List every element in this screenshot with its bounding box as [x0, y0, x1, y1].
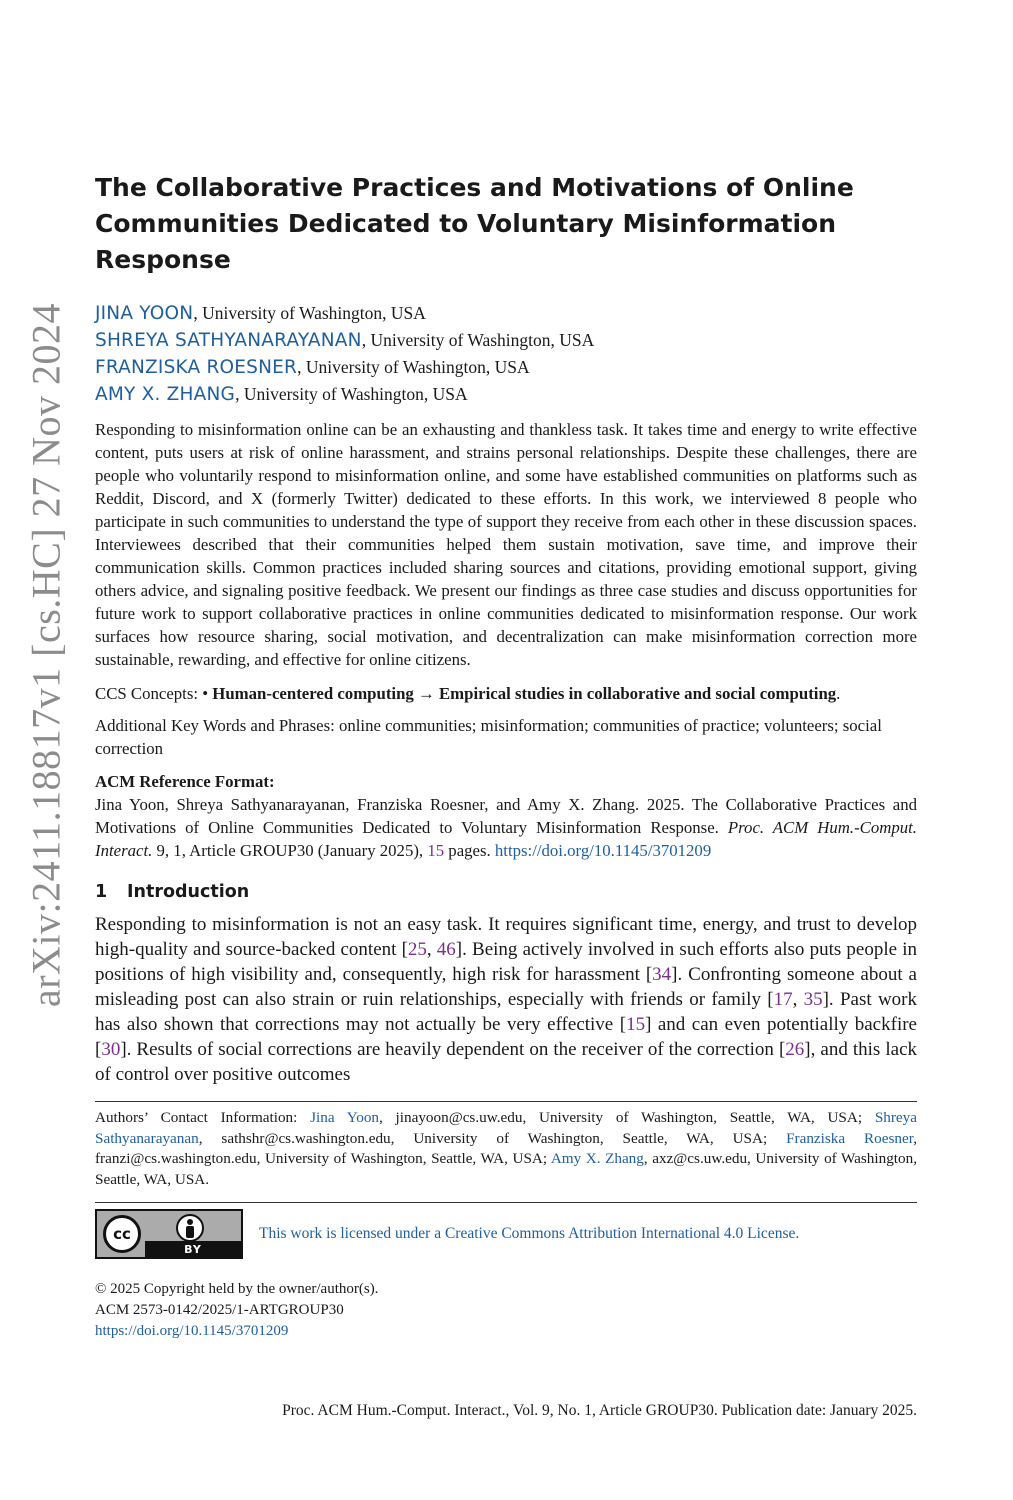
copyright-block	[95, 1279, 917, 1342]
license-link[interactable]: This work is licensed under a Creative Commons Attribution International 4.0 License.	[259, 1225, 800, 1242]
acm-reference-venue: Proc. ACM Hum.-Comput. Interact.	[95, 818, 917, 860]
citation-link[interactable]: 15	[626, 1014, 646, 1035]
acm-reference-text: Jina Yoon, Shreya Sathyanarayanan, Franziska Roesner, and Amy X. Zhang. 2025. The Collaborative Practices and Motivations of Online Communities Dedicated to Voluntary Misinformation Response.	[95, 795, 917, 837]
acm-reference-doi-link[interactable]: https://doi.org/10.1145/3701209	[494, 841, 712, 860]
intro-text: ,	[792, 989, 804, 1010]
paper-title: The Collaborative Practices and Motivations of Online Communities Dedicated to Voluntary Misinformation Response	[95, 173, 854, 274]
copyright-line: © 2025 Copyright held by the owner/author(s).	[95, 1281, 379, 1297]
by-label: BY	[145, 1241, 241, 1257]
author-affiliation: , University of Washington, USA	[235, 384, 468, 404]
author-affiliation: , University of Washington, USA	[361, 330, 595, 350]
license-divider	[95, 1202, 917, 1203]
contact-details: , franzi@cs.washington.edu, University of Washington, Seattle, WA, USA;	[95, 1129, 917, 1167]
section-number: 1	[95, 882, 108, 902]
author-affiliation: , University of Washington, USA	[297, 357, 530, 377]
contact-author-link[interactable]: Franziska Roesner	[786, 1129, 914, 1147]
acm-reference-details: 9, 1, Article GROUP30 (January 2025),	[152, 841, 428, 860]
cc-icon: cc	[103, 1215, 141, 1253]
contact-details: , sathshr@cs.washington.edu, University of Washington, Seattle, WA, USA;	[198, 1129, 787, 1147]
acm-reference-pages-suffix: pages.	[444, 841, 495, 860]
contact-author-link[interactable]: Amy X. Zhang	[550, 1150, 644, 1167]
author-name[interactable]: AMY X. ZHANG	[95, 384, 236, 405]
footnote-divider	[95, 1101, 917, 1102]
acm-article-id: ACM 2573-0142/2025/1-ARTGROUP30	[95, 1302, 344, 1318]
acm-reference-format	[95, 770, 917, 862]
contact-details: , axz@cs.uw.edu, University of Washington, Seattle, WA, USA.	[95, 1150, 917, 1188]
intro-text: ]. Results of social corrections are heavily dependent on the receiver of the correction [	[120, 1039, 786, 1060]
citation-link[interactable]: 30	[101, 1039, 121, 1060]
intro-text: Responding to misinformation is not an easy task. It requires significant time, energy, and trust to develop high-quality and source-backed content [	[95, 914, 917, 960]
cc-by-badge-icon[interactable]	[95, 1209, 243, 1259]
ccs-concepts	[95, 682, 917, 705]
author-affiliation: , University of Washington, USA	[193, 303, 426, 323]
author-contact-info	[95, 1108, 917, 1190]
contact-details: , jinayoon@cs.uw.edu, University of Washington, Seattle, WA, USA;	[379, 1109, 875, 1126]
contact-author-link[interactable]: Shreya Sathyanarayanan	[95, 1109, 918, 1147]
license-block	[95, 1209, 917, 1259]
ccs-concept: Human-centered computing → Empirical studies in collaborative and social computing	[212, 684, 837, 703]
ccs-end: .	[836, 684, 841, 703]
page-footer: Proc. ACM Hum.-Comput. Interact., Vol. 9, No. 1, Article GROUP30. Publication date: January 2025.	[282, 1402, 917, 1419]
acm-reference-pages-link[interactable]: 15	[427, 841, 445, 860]
introduction-paragraph	[95, 912, 917, 1087]
ccs-label: CCS Concepts: •	[95, 684, 213, 703]
arxiv-identifier[interactable]: arXiv:2411.18817v1 [cs.HC] 27 Nov 2024	[23, 302, 69, 1008]
keywords: Additional Key Words and Phrases: online communities; misinformation; communities of practice; volunteers; social correction	[95, 716, 882, 758]
section-title: Introduction	[127, 882, 250, 902]
intro-text: ]. Being actively involved in such efforts also puts people in positions of high visibility and, consequently, high risk for harassment [	[95, 939, 917, 985]
contact-label: Authors’ Contact Information:	[95, 1109, 311, 1126]
citation-link[interactable]: 17	[773, 989, 793, 1010]
intro-text: ,	[426, 939, 437, 960]
intro-text: ], and this lack of control over positive outcomes	[95, 1039, 917, 1085]
citation-link[interactable]: 35	[803, 989, 823, 1010]
section-heading	[95, 880, 917, 904]
paper-first-page	[95, 170, 917, 1342]
abstract: Responding to misinformation online can be an exhausting and thankless task. It takes time and energy to write effective content, puts users at risk of online harassment, and strains personal relationships. Despite these challenges, there are people who voluntarily respond to misinformation online, and some have established communities on platforms such as Reddit, Discord, and X (formerly Twitter) dedicated to these efforts. In this work, we interviewed 8 people who participate in such communities to understand the type of support they receive from each other in these discussion spaces. Interviewees described that their communities helped them sustain motivation, save time, and improve their communication skills. Common practices included sharing sources and citations, providing emotional support, giving others advice, and signaling positive feedback. We present our findings as three case studies and discuss opportunities for future work to support collaborative practices in online communities dedicated to misinformation response. Our work surfaces how resource sharing, social motivation, and decentralization can make misinformation correction more sustainable, rewarding, and effective for online citizens.	[95, 420, 917, 669]
author-line	[95, 300, 917, 327]
author-name[interactable]: SHREYA SATHYANARAYANAN	[95, 330, 362, 351]
author-line	[95, 354, 917, 381]
author-line	[95, 327, 917, 354]
citation-link[interactable]: 34	[652, 964, 672, 985]
author-list	[95, 300, 917, 408]
intro-text: ] and can even potentially backfire [	[95, 1014, 917, 1060]
intro-text: ]. Confronting someone about a misleading post can also strain or ruin relationships, especially with friends or family [	[95, 964, 917, 1010]
attribution-person-icon	[176, 1214, 204, 1242]
copyright-doi-link[interactable]: https://doi.org/10.1145/3701209	[95, 1323, 289, 1339]
author-name[interactable]: JINA YOON	[95, 303, 194, 324]
contact-author-link[interactable]: Jina Yoon	[310, 1109, 380, 1126]
acm-reference-heading: ACM Reference Format:	[95, 772, 275, 791]
citation-link[interactable]: 46	[436, 939, 456, 960]
citation-link[interactable]: 26	[785, 1039, 805, 1060]
citation-link[interactable]: 25	[407, 939, 427, 960]
author-line	[95, 381, 917, 408]
intro-text: ]. Past work has also shown that corrections may not actually be very effective [	[95, 989, 917, 1035]
author-name[interactable]: FRANZISKA ROESNER	[95, 357, 298, 378]
